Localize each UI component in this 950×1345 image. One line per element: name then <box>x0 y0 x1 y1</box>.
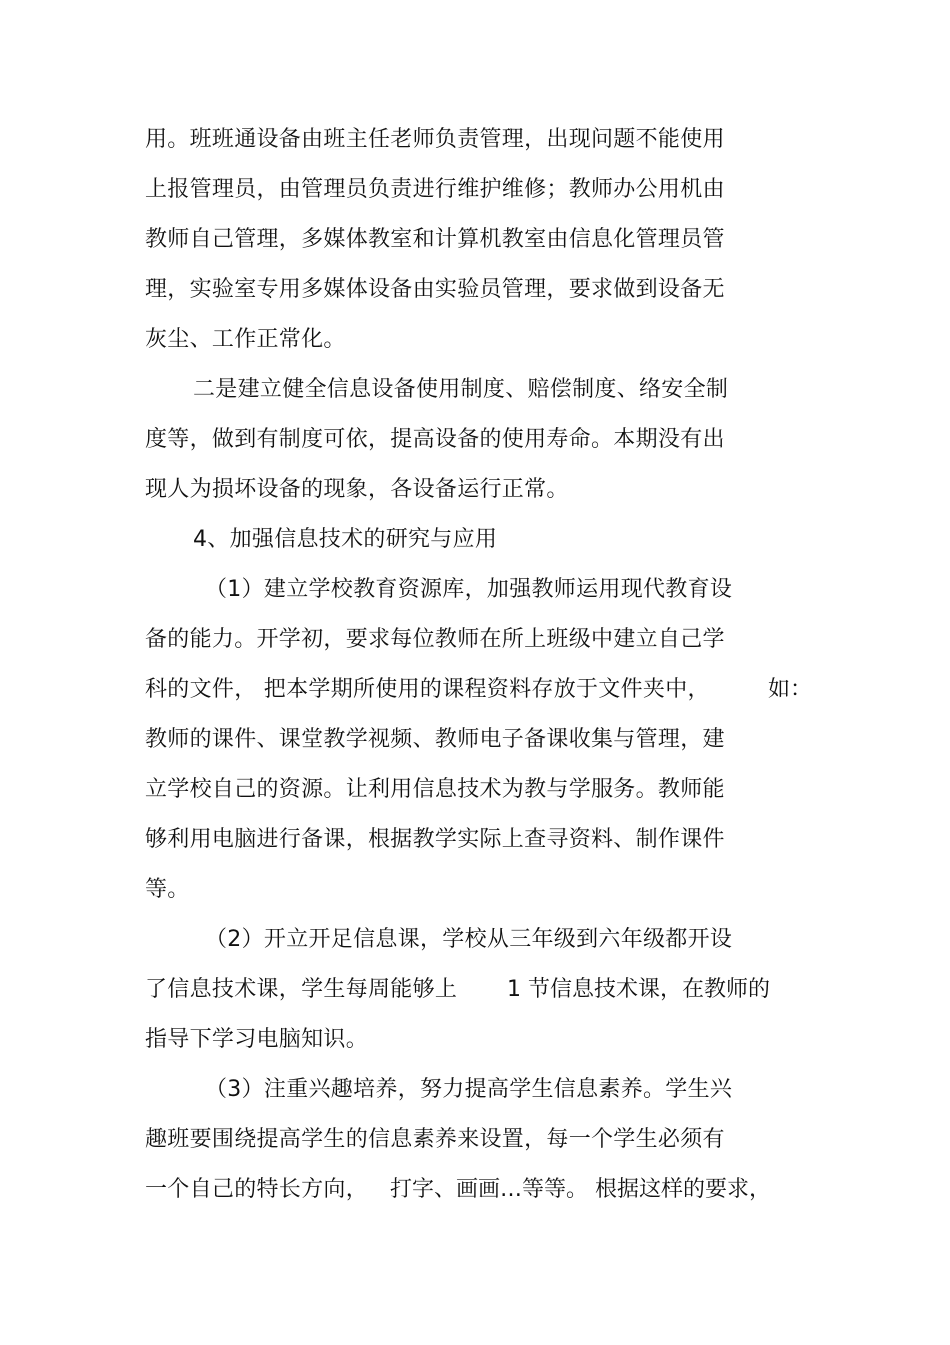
paragraph-line-tail: 1 节信息技术课，在教师的 <box>507 977 770 1002</box>
paragraph-line: 够利用电脑进行备课，根据教学实际上查寻资料、制作课件 <box>145 827 725 852</box>
paragraph-line: 灰尘、工作正常化。 <box>145 327 346 352</box>
paragraph-line: 趣班要围绕提高学生的信息素养来设置，每一个学生必须有 <box>145 1127 725 1152</box>
paragraph-line: 度等，做到有制度可依，提高设备的使用寿命。本期没有出 <box>145 427 725 452</box>
paragraph-line: （3）注重兴趣培养，努力提高学生信息素养。学生兴 <box>205 1077 733 1102</box>
paragraph-line: 等。 <box>145 877 190 902</box>
paragraph-line: 指导下学习电脑知识。 <box>145 1027 369 1052</box>
paragraph-line: 立学校自己的资源。让利用信息技术为教与学服务。教师能 <box>145 777 725 802</box>
paragraph-line: （2）开立开足信息课，学校从三年级到六年级都开设 <box>205 927 733 952</box>
section-heading: 4、加强信息技术的研究与应用 <box>193 527 498 552</box>
paragraph-line: 教师的课件、课堂教学视频、教师电子备课收集与管理，建 <box>145 727 725 752</box>
paragraph-line: 现人为损坏设备的现象，各设备运行正常。 <box>145 477 569 502</box>
paragraph-line: 了信息技术课，学生每周能够上 <box>145 977 458 1002</box>
paragraph-line: 用。班班通设备由班主任老师负责管理，出现问题不能使用 <box>145 127 725 152</box>
paragraph-line: 二是建立健全信息设备使用制度、赔偿制度、络安全制 <box>193 377 729 402</box>
paragraph-line: 科的文件， 把本学期所使用的课程资料存放于文件夹中， <box>145 677 710 702</box>
paragraph-line: 理，实验室专用多媒体设备由实验员管理，要求做到设备无 <box>145 277 725 302</box>
paragraph-line-tail: 打字、画画…等等。 根据这样的要求， <box>390 1177 771 1202</box>
paragraph-line: 教师自己管理，多媒体教室和计算机教室由信息化管理员管 <box>145 227 725 252</box>
paragraph-line-tail: 如： <box>768 677 813 702</box>
paragraph-line: 一个自己的特长方向， <box>145 1177 369 1202</box>
paragraph-line: （1）建立学校教育资源库，加强教师运用现代教育设 <box>205 577 733 602</box>
paragraph-line: 上报管理员，由管理员负责进行维护维修；教师办公用机由 <box>145 177 725 202</box>
paragraph-line: 备的能力。开学初，要求每位教师在所上班级中建立自己学 <box>145 627 725 652</box>
